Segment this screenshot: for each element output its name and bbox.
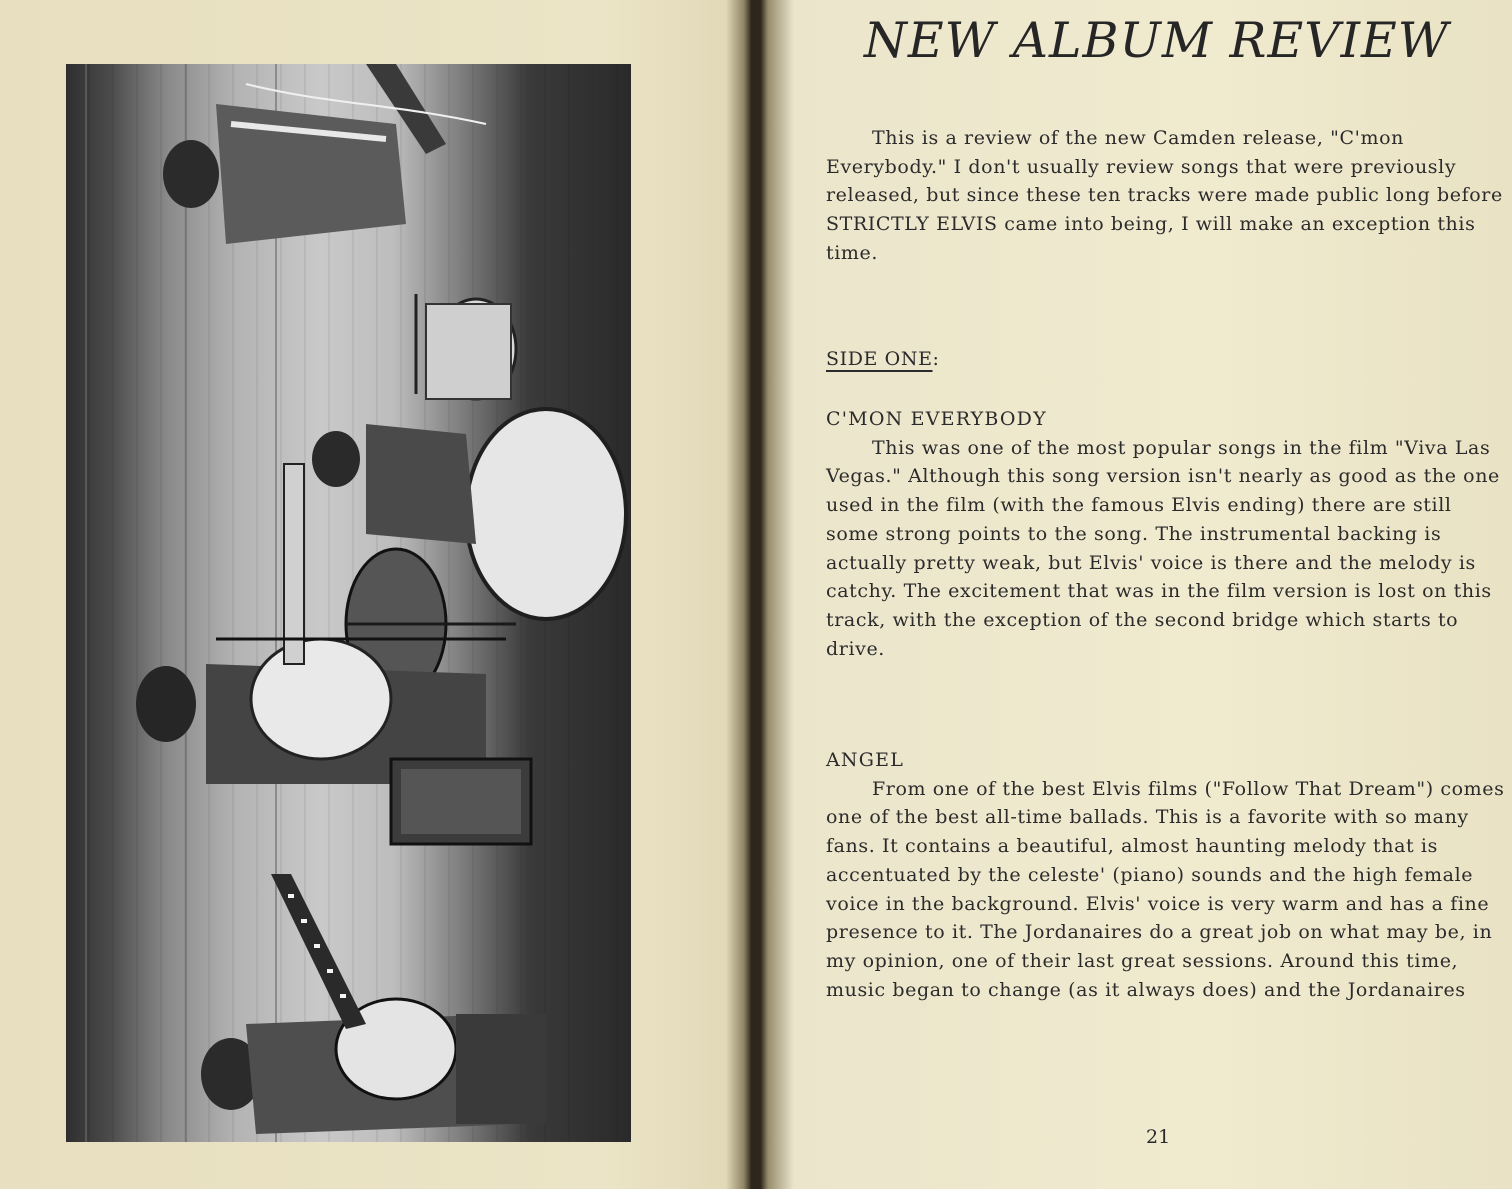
song-review-text: This was one of the most popular songs in the film "Viva Las Vegas." Although this song version isn't nearly as good as the one used in the film (with the famous Elvis ending) there are still some strong points to the song. The instrumental backing is actually pretty weak, but Elvis' voice is there and the melody is catchy. The excitement that was in the film version is lost on this track, with the exception of the second bridge which starts to drive.: [826, 436, 1500, 660]
side-one-label: SIDE ONE: [826, 348, 933, 370]
left-page: [0, 0, 748, 1189]
right-page: [762, 0, 1512, 1189]
song-review-text: From one of the best Elvis films ("Follow That Dream") comes one of the best all-time ballads. This is a favorite with so many fans. It contains a beautiful, almost haunting melody that is accentuated by the celeste' (piano) sounds and the high female voice in the background. Elvis' voice is very warm and has a fine presence to it. The Jordanaires do a great job on what may be, in my opinion, one of their last great sessions. Around this time, music began to change (as it always does) and the Jordanaires: [826, 777, 1505, 1001]
page-title: NEW ALBUM REVIEW: [864, 12, 1450, 69]
band-photo: [66, 64, 631, 1142]
side-one-colon: :: [932, 348, 940, 370]
song-title: ANGEL: [826, 749, 905, 771]
song-review: [826, 746, 1506, 1004]
song-review: [826, 405, 1506, 663]
intro-paragraph: [826, 124, 1506, 268]
intro-text: This is a review of the new Camden release, "C'mon Everybody." I don't usually review songs that were previously released, but since these ten tracks were made public long before STRICTLY ELVIS came into being, I will make an exception this time.: [826, 127, 1503, 264]
side-one-heading: [826, 348, 940, 370]
song-title: C'MON EVERYBODY: [826, 408, 1047, 430]
page-number: 21: [1146, 1126, 1171, 1148]
band-photo-illustration: [66, 64, 631, 1142]
